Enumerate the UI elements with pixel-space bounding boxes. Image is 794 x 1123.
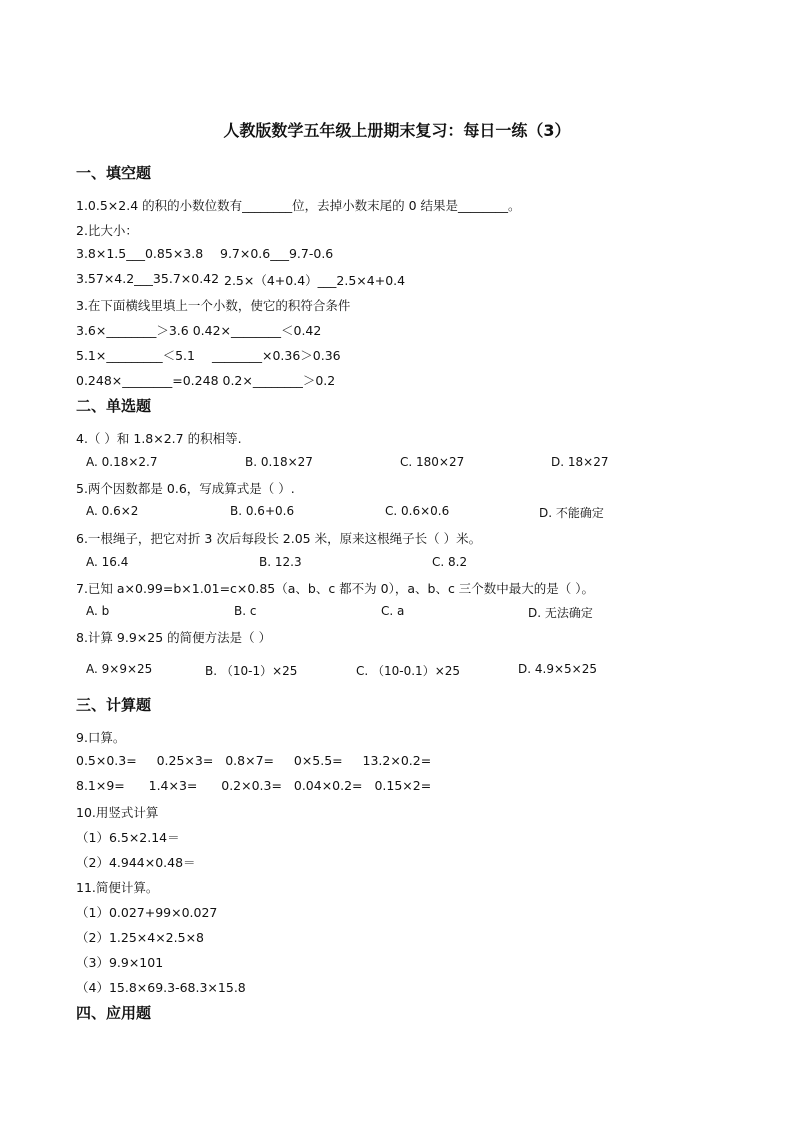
question-9-row-2: 8.1×9= 1.4×3= 0.2×0.3= 0.04×0.2= 0.15×2= — [76, 778, 432, 793]
question-2-a: 3.8×1.5___0.85×3.8 — [76, 246, 204, 261]
q6-option-a: A. 16.4 — [86, 555, 129, 569]
q4-option-d: D. 18×27 — [551, 455, 609, 469]
question-9: 9.口算。 — [76, 730, 126, 745]
q8-option-b: B. （10-1）×25 — [205, 664, 298, 678]
question-11-4: （4）15.8×69.3-68.3×15.8 — [76, 980, 246, 995]
question-11-3: （3）9.9×101 — [76, 955, 164, 970]
question-2-d: 2.5×（4+0.4）___2.5×4+0.4 — [224, 273, 406, 288]
q4-option-b: B. 0.18×27 — [245, 455, 313, 469]
q7-option-d: D. 无法确定 — [528, 606, 593, 620]
q8-option-c: C. （10-0.1）×25 — [356, 664, 461, 678]
q7-option-c: C. a — [381, 604, 405, 618]
q5-option-c: C. 0.6×0.6 — [385, 504, 450, 518]
question-10: 10.用竖式计算 — [76, 805, 159, 820]
question-6: 6.一根绳子，把它对折 3 次后每段长 2.05 米，原来这根绳子长（ ）米。 — [76, 531, 482, 546]
question-11-2: （2）1.25×4×2.5×8 — [76, 930, 204, 945]
q4-option-a: A. 0.18×2.7 — [86, 455, 158, 469]
question-10-2: （2）4.944×0.48＝ — [76, 855, 196, 870]
q7-option-b: B. c — [234, 604, 257, 618]
question-3-b2: ________×0.36＞0.36 — [212, 348, 341, 363]
q6-option-c: C. 8.2 — [432, 555, 468, 569]
q6-option-b: B. 12.3 — [259, 555, 302, 569]
question-4: 4.（ ）和 1.8×2.7 的积相等. — [76, 431, 242, 446]
q5-option-b: B. 0.6+0.6 — [230, 504, 295, 518]
section-heading-choice: 二、单选题 — [76, 397, 152, 415]
question-5: 5.两个因数都是 0.6，写成算式是（ ）. — [76, 481, 295, 496]
q5-option-d: D. 不能确定 — [539, 506, 604, 520]
question-3-c: 0.248×________=0.248 0.2×________＞0.2 — [76, 373, 336, 388]
question-3: 3.在下面横线里填上一个小数，使它的积符合条件 — [76, 298, 351, 313]
question-8: 8.计算 9.9×25 的简便方法是（ ） — [76, 630, 272, 645]
section-heading-calc: 三、计算题 — [76, 696, 152, 714]
q8-option-d: D. 4.9×5×25 — [518, 662, 597, 676]
question-10-1: （1）6.5×2.14＝ — [76, 830, 180, 845]
question-7: 7.已知 a×0.99=b×1.01=c×0.85（a、b、c 都不为 0），a、b、c 三个数中最大的是（ ）。 — [76, 581, 595, 596]
q4-option-c: C. 180×27 — [400, 455, 465, 469]
question-1: 1.0.5×2.4 的积的小数位数有________位，去掉小数末尾的 0 结果是________。 — [76, 198, 521, 213]
q7-option-a: A. b — [86, 604, 110, 618]
question-2-b: 9.7×0.6___9.7-0.6 — [220, 246, 334, 261]
question-11-1: （1）0.027+99×0.027 — [76, 905, 218, 920]
question-11: 11.简便计算。 — [76, 880, 159, 895]
section-heading-fill: 一、填空题 — [76, 164, 152, 182]
question-2: 2.比大小： — [76, 223, 138, 238]
question-3-a: 3.6×________＞3.6 0.42×________＜0.42 — [76, 323, 322, 338]
page-title: 人教版数学五年级上册期末复习：每日一练（3） — [223, 121, 571, 140]
question-3-b1: 5.1×_________＜5.1 — [76, 348, 195, 363]
q8-option-a: A. 9×9×25 — [86, 662, 153, 676]
question-9-row-1: 0.5×0.3= 0.25×3= 0.8×7= 0×5.5= 13.2×0.2= — [76, 753, 432, 768]
q5-option-a: A. 0.6×2 — [86, 504, 139, 518]
section-heading-application: 四、应用题 — [76, 1004, 152, 1022]
question-2-c: 3.57×4.2___35.7×0.42 — [76, 271, 220, 286]
